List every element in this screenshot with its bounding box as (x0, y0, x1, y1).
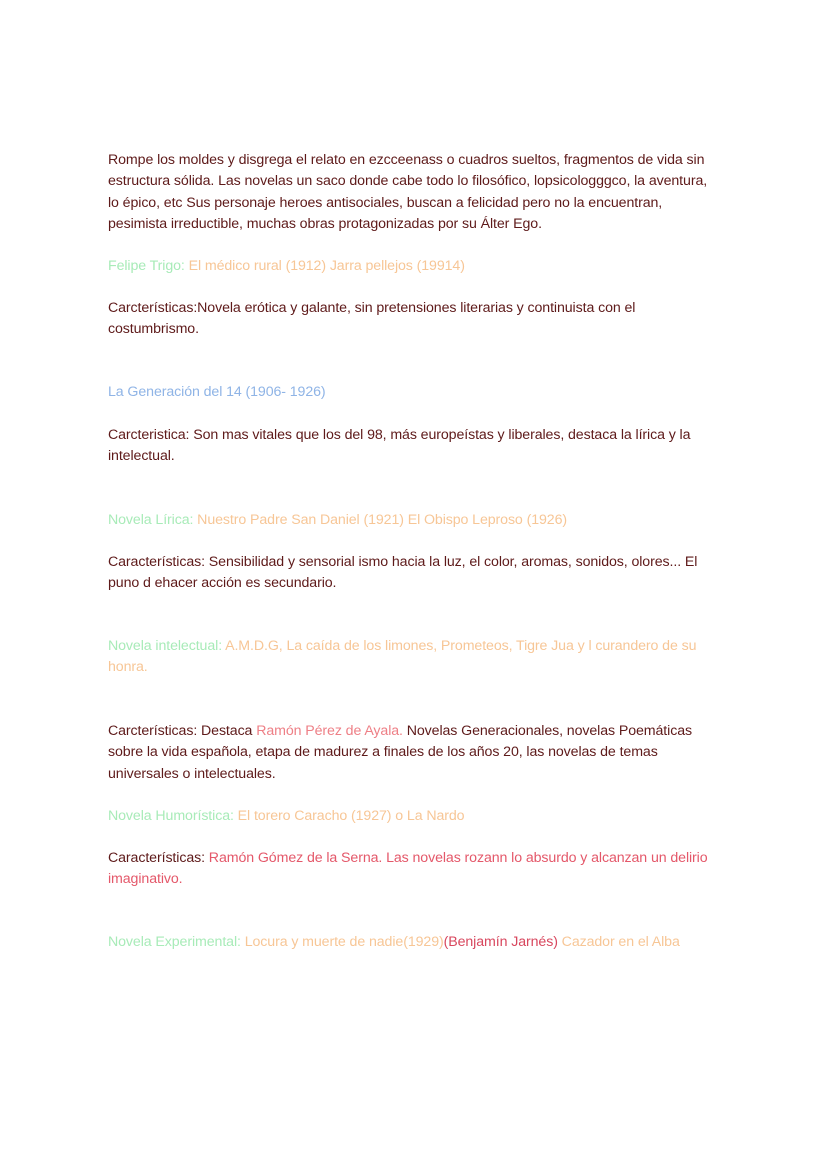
novela-experimental-work2: Cazador en el Alba (557, 934, 680, 950)
novela-lirica-works: Nuestro Padre San Daniel (1921) El Obispo Leproso (1926) (193, 512, 567, 528)
features-prefix: Características: (108, 850, 205, 866)
features-rest: Ramón Gómez de la Serna. Las novelas rozann lo absurdo y alcanzan un delirio imaginativo. (108, 850, 708, 888)
novela-humoristica-features (108, 848, 720, 891)
novela-humoristica-line (108, 806, 720, 827)
novela-experimental-label: Novela Experimental: (108, 934, 241, 950)
intro-paragraph: Rompe los moldes y disgrega el relato en ezcceenass o cuadros sueltos, fragmentos de vida sin estructura sólida. Las novelas un saco donde cabe todo lo filosófico, lopsicologggco, la aventura, lo épico, etc Sus personaje heroes antisociales, buscan a felicidad pero no la encuentran, pesimista irreductible, muchas obras protagonizadas por su Álter Ego. (108, 152, 708, 232)
features-rest: Novelas Generacionales, novelas Poemáticas sobre la vida española, etapa de madurez a finales de los años 20, las novelas de temas universales o intelectuales. (108, 723, 692, 782)
novela-experimental-work1: Locura y muerte de nadie(1929) (240, 934, 444, 950)
novela-lirica-line (108, 510, 720, 531)
felipe-trigo-line (108, 256, 720, 277)
novela-intelectual-features (108, 721, 720, 785)
generation-features: Carcteristica: Son mas vitales que los del 98, más europeístas y liberales, destaca la lírica y la intelectual. (108, 427, 691, 465)
novela-lirica-features: Características: Sensibilidad y sensorial ismo hacia la luz, el color, aromas, sonidos, olores... El puno d ehacer acción es secundario. (108, 554, 698, 592)
felipe-trigo-label: Felipe Trigo: (108, 258, 185, 274)
novela-intelectual-line (108, 636, 720, 679)
novela-humoristica-label: Novela Humorística: (108, 808, 234, 824)
generation-heading: La Generación del 14 (1906- 1926) (108, 384, 326, 400)
felipe-trigo-works: El médico rural (1912) Jarra pellejos (19914) (184, 258, 465, 274)
novela-intelectual-label: Novela intelectual: (108, 638, 223, 654)
novela-lirica-label: Novela Lírica: (108, 512, 194, 528)
author-benjamin-jarnes: (Benjamín Jarnés) (443, 934, 558, 950)
features-prefix: Carcterísticas: Destaca (108, 723, 257, 739)
novela-humoristica-works: El torero Caracho (1927) o La Nardo (233, 808, 465, 824)
author-perez-de-ayala: Ramón Pérez de Ayala. (256, 723, 403, 739)
novela-intelectual-works: A.M.D.G, La caída de los limones, Prometeos, Tigre Jua y l curandero de su honra. (108, 638, 697, 676)
felipe-trigo-features: Carcterísticas:Novela erótica y galante, sin pretensiones literarias y continuista con el costumbrismo. (108, 300, 636, 338)
novela-experimental-line (108, 932, 720, 953)
